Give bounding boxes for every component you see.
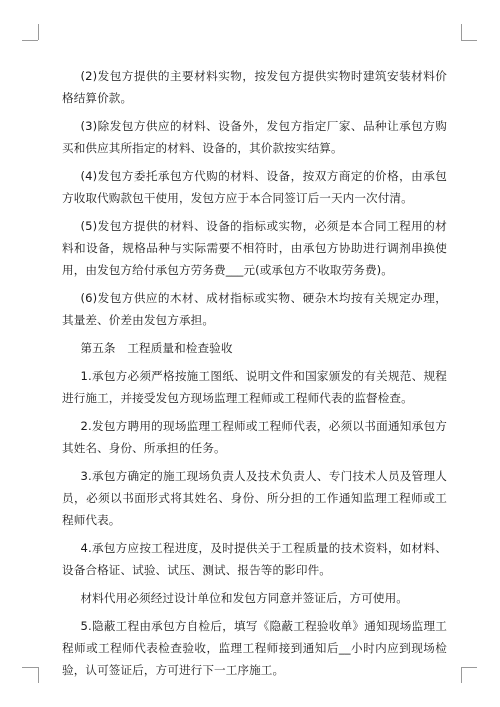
paragraph-quality-2: 2.发包方聘用的现场监理工程师或工程师代表，必须以书面通知承包方其姓名、身份、所承担的任务。 <box>62 419 447 455</box>
paragraph-quality-3: 3.承包方确定的施工现场负责人及技术负责人、专门技术人员及管理人员，必须以书面形式将其姓名、身份、所分担的工作通知监理工程师或工程师代表。 <box>62 469 447 527</box>
paragraph-material-settlement-6: (6)发包方供应的木材、成材指标或实物、硬杂木均按有关规定办理，其量差、价差由发包方承担。 <box>62 291 447 327</box>
paragraph-quality-4: 4.承包方应按工程进度，及时提供关于工程质量的技术资料，如材料、设备合格证、试验、试压、测试、报告等的影印件。 <box>62 541 447 577</box>
paragraph-material-settlement-4: (4)发包方委托承包方代购的材料、设备，按双方商定的价格，由承包方收取代购款包干使用，发包方应于本合同签订后一天内一次付清。 <box>62 169 447 205</box>
paragraph-quality-1: 1.承包方必须严格按施工图纸、说明文件和国家颁发的有关规范、规程进行施工，并接受发包方现场监理工程师或工程师代表的监督检查。 <box>62 369 447 405</box>
crop-mark-top-right-v <box>461 24 462 40</box>
crop-mark-bottom-right-h <box>461 667 477 668</box>
crop-mark-top-left-v <box>38 24 39 40</box>
paragraph-material-settlement-2: (2)发包方提供的主要材料实物，按发包方提供实物时建筑安装材料价格结算价款。 <box>62 69 447 105</box>
paragraph-quality-5: 5.隐蔽工程由承包方自检后，填写《隐蔽工程验收单》通知现场监理工程师或工程师代表检查验收，监理工程师接到通知后__小时内应到现场检验，认可签证后，方可进行下一工序施工。 <box>62 619 447 677</box>
crop-mark-top-right-h <box>461 40 477 41</box>
crop-mark-top-left-h <box>22 40 38 41</box>
document-body <box>62 65 447 681</box>
paragraph-material-substitution: 材料代用必须经过设计单位和发包方同意并签证后，方可使用。 <box>80 591 408 605</box>
crop-mark-bottom-left-h <box>22 667 38 668</box>
paragraph-material-settlement-3: (3)除发包方供应的材料、设备外，发包方指定厂家、品种让承包方购买和供应其所指定的材料、设备的，其价款按实结算。 <box>62 119 447 155</box>
section-heading-article-5: 第五条 工程质量和检查验收 <box>80 341 233 355</box>
crop-mark-bottom-right-v <box>461 667 462 683</box>
paragraph-material-settlement-5: (5)发包方提供的材料、设备的指标或实物，必须是本合同工程用的材料和设备，规格品种与实际需要不相符时，由承包方协助进行调剂串换使用，由发包方给付承包方劳务费___元(或承包方不收取劳务费)。 <box>62 219 447 277</box>
crop-mark-bottom-left-v <box>38 667 39 683</box>
